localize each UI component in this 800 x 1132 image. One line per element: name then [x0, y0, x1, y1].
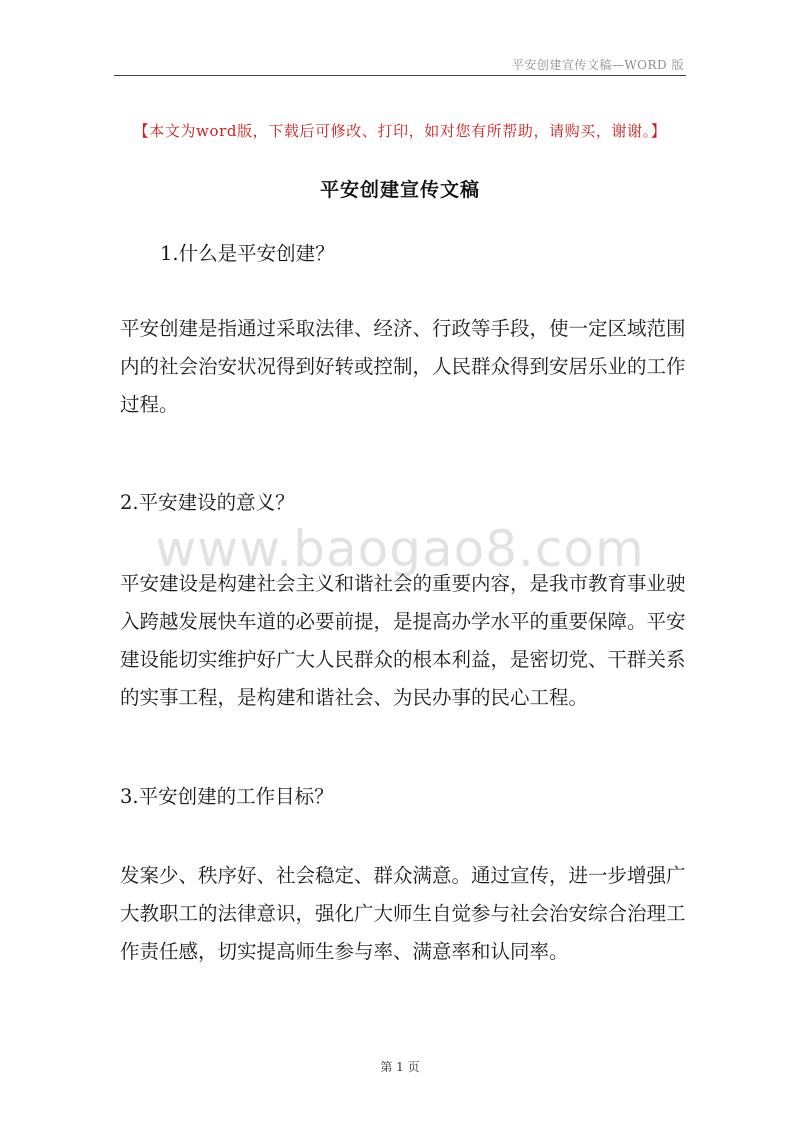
section-2-question: 2.平安建设的意义？ [120, 491, 295, 514]
watermark: www.baogao8.com [155, 520, 645, 578]
running-header: 平安创建宣传文稿—WORD 版 [511, 58, 684, 72]
purchase-notice: 【本文为word版，下载后可修改、打印，如对您有所帮助，请购买，谢谢。】 [133, 122, 667, 140]
section-3-question: 3.平安创建的工作目标？ [120, 785, 334, 808]
document-title: 平安创建宣传文稿 [319, 179, 480, 201]
section-1-question: 1.什么是平安创建？ [160, 242, 335, 265]
section-3-answer: 发案少、秩序好、社会稳定、群众满意。通过宣传，进一步增强广大教职工的法律意识，强化广大师生自觉参与社会治安综合治理工作责任感，切实提高师生参与率、满意率和认同率。 [120, 864, 686, 963]
section-2-answer: 平安建设是构建社会主义和谐社会的重要内容，是我市教育事业驶入跨越发展快车道的必要前提，是提高办学水平的重要保障。平安建设能切实维护好广大人民群众的根本利益，是密切党、干群关系的实事工程，是构建和谐社会、为民办事的民心工程。 [120, 572, 686, 709]
header-divider [114, 75, 686, 76]
section-1-answer: 平安创建是指通过采取法律、经济、行政等手段，使一定区域范围内的社会治安状况得到好转或控制，人民群众得到安居乐业的工作过程。 [120, 317, 686, 416]
page-number: 第 1 页 [380, 1060, 420, 1074]
